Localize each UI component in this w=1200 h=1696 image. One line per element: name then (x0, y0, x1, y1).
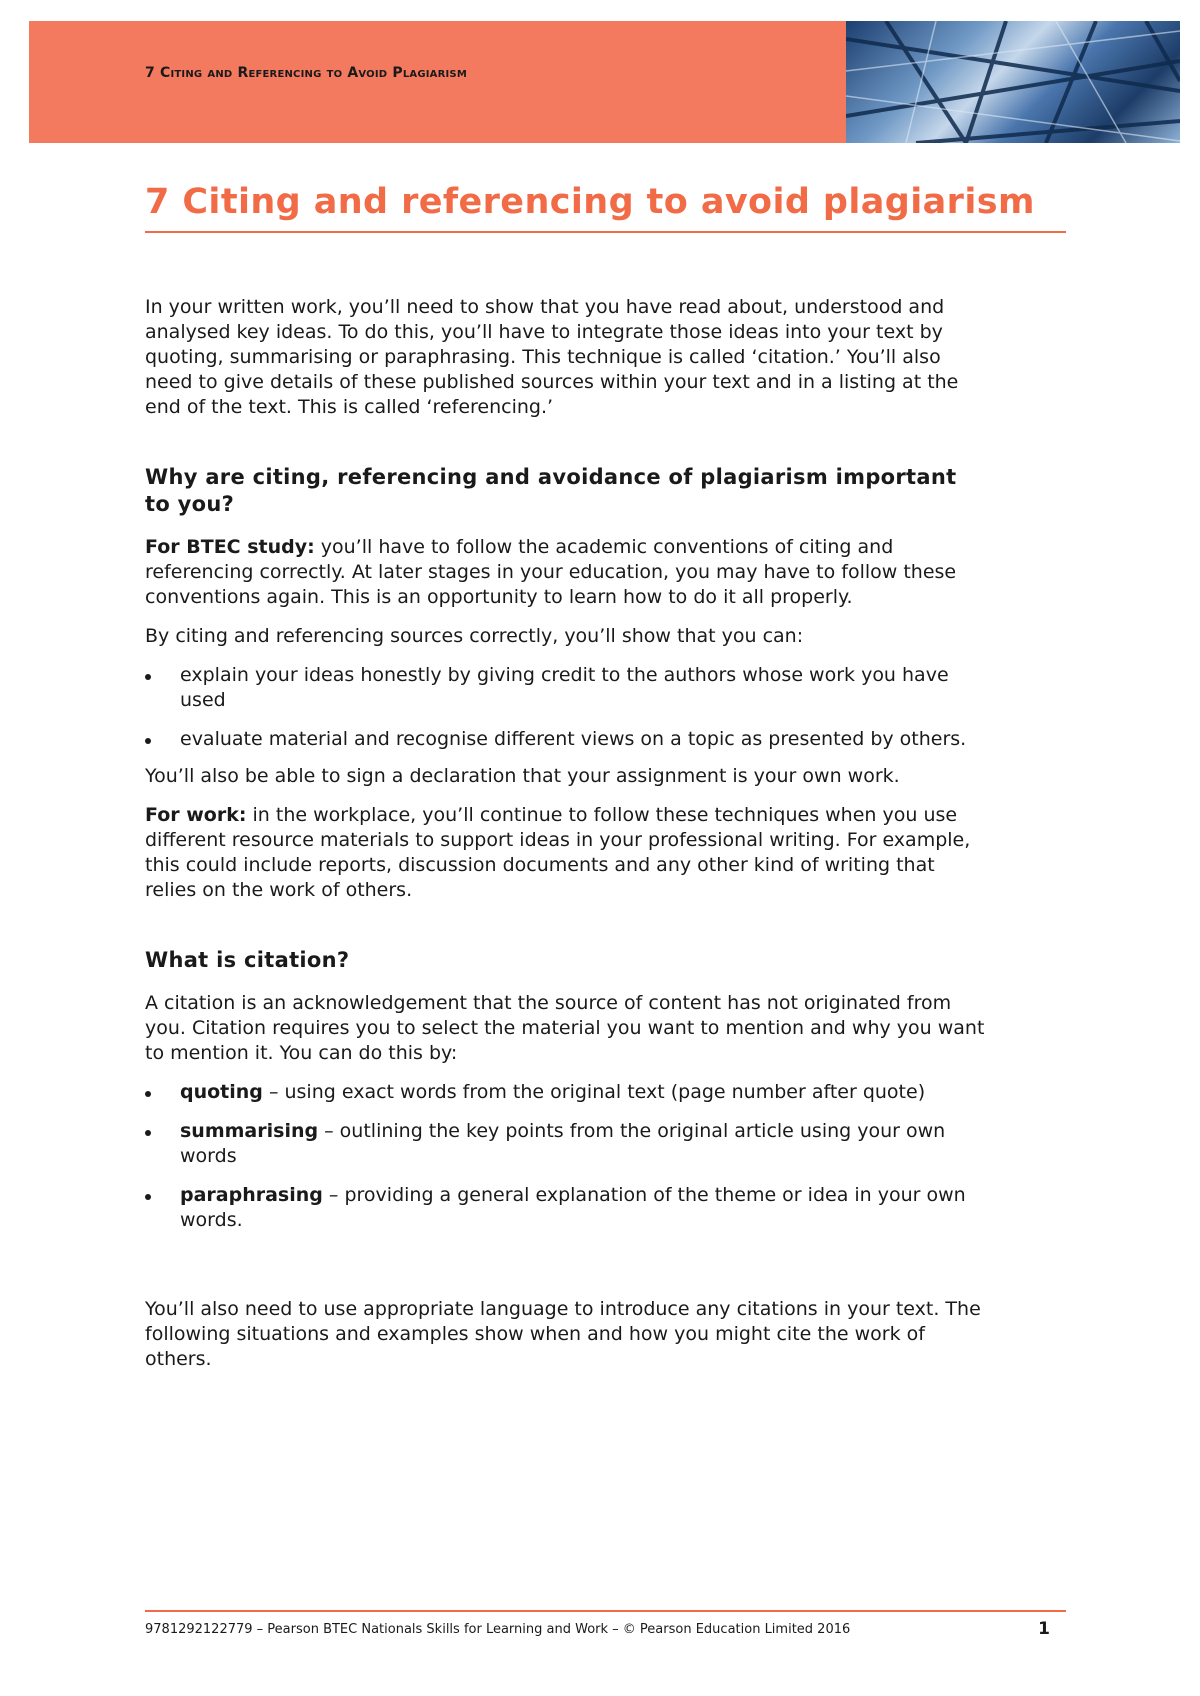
list-item-text: – outlining the key points from the original article using your own words (180, 1120, 946, 1167)
header-photo (846, 21, 1180, 143)
list-item (145, 1183, 985, 1233)
footer-rule (145, 1610, 1066, 1612)
citation-methods-list (145, 1080, 985, 1233)
list-item-text: – providing a general explanation of the theme or idea in your own words. (180, 1184, 966, 1231)
list-item-text: – using exact words from the original text (page number after quote) (262, 1081, 926, 1103)
declaration-paragraph: You’ll also be able to sign a declaration that your assignment is your own work. (145, 765, 900, 787)
page-title: 7 Citing and referencing to avoid plagiarism (145, 182, 1035, 222)
by-citing-paragraph: By citing and referencing sources correctly, you’ll show that you can: (145, 625, 804, 647)
section-heading-why-important: Why are citing, referencing and avoidance of plagiarism important to you? (145, 465, 957, 516)
page-number: 1 (1038, 1619, 1050, 1639)
list-item-text: evaluate material and recognise different views on a topic as presented by others. (180, 728, 967, 750)
list-item-term: summarising (180, 1120, 319, 1142)
list-item-text: explain your ideas honestly by giving credit to the authors whose work you have used (180, 664, 949, 711)
bullet-icon (145, 1130, 151, 1136)
work-paragraph (145, 803, 985, 903)
bullet-icon (145, 1194, 151, 1200)
work-label: For work: (145, 804, 247, 826)
main-content (145, 295, 985, 1372)
btec-study-label: For BTEC study: (145, 536, 315, 558)
list-item-term: quoting (180, 1081, 263, 1103)
footer-text: 9781292122779 – Pearson BTEC Nationals Skills for Learning and Work – © Pearson Education Limited 2016 (145, 1622, 851, 1637)
section-heading-what-is-citation: What is citation? (145, 948, 350, 972)
bullet-icon (145, 1091, 151, 1097)
list-item (145, 727, 985, 752)
bullet-icon (145, 738, 151, 744)
header-photo-graphic (846, 21, 1180, 143)
btec-study-paragraph (145, 535, 985, 610)
citation-intro-paragraph: A citation is an acknowledgement that the source of content has not originated from you. Citation requires you to select the material you want to mention and why you want to mention it. You can do this by: (145, 992, 985, 1064)
list-item (145, 663, 985, 713)
intro-paragraph: In your written work, you’ll need to show that you have read about, understood and analysed key ideas. To do this, you’ll have to integrate those ideas into your text by quoting, summarising or paraphrasing. This technique is called ‘citation.’ You’ll also need to give details of these published sources within your text and in a listing at the end of the text. This is called ‘referencing.’ (145, 296, 959, 418)
benefits-list (145, 663, 985, 752)
header-band (29, 21, 1180, 143)
list-item (145, 1080, 985, 1105)
list-item (145, 1119, 985, 1169)
bullet-icon (145, 674, 151, 680)
running-header-title: 7 Citing and Referencing to Avoid Plagiarism (145, 65, 467, 81)
list-item-term: paraphrasing (180, 1184, 323, 1206)
btec-study-text: you’ll have to follow the academic conventions of citing and referencing correctly. At later stages in your education, you may have to follow these conventions again. This is an opportunity to learn how to do it all properly. (145, 536, 957, 608)
work-text: in the workplace, you’ll continue to follow these techniques when you use different resource materials to support ideas in your professional writing. For example, this could include reports, discussion documents and any other kind of writing that relies on the work of others. (145, 804, 971, 901)
title-underline (145, 231, 1066, 233)
closing-paragraph: You’ll also need to use appropriate language to introduce any citations in your text. The following situations and examples show when and how you might cite the work of others. (145, 1298, 981, 1370)
